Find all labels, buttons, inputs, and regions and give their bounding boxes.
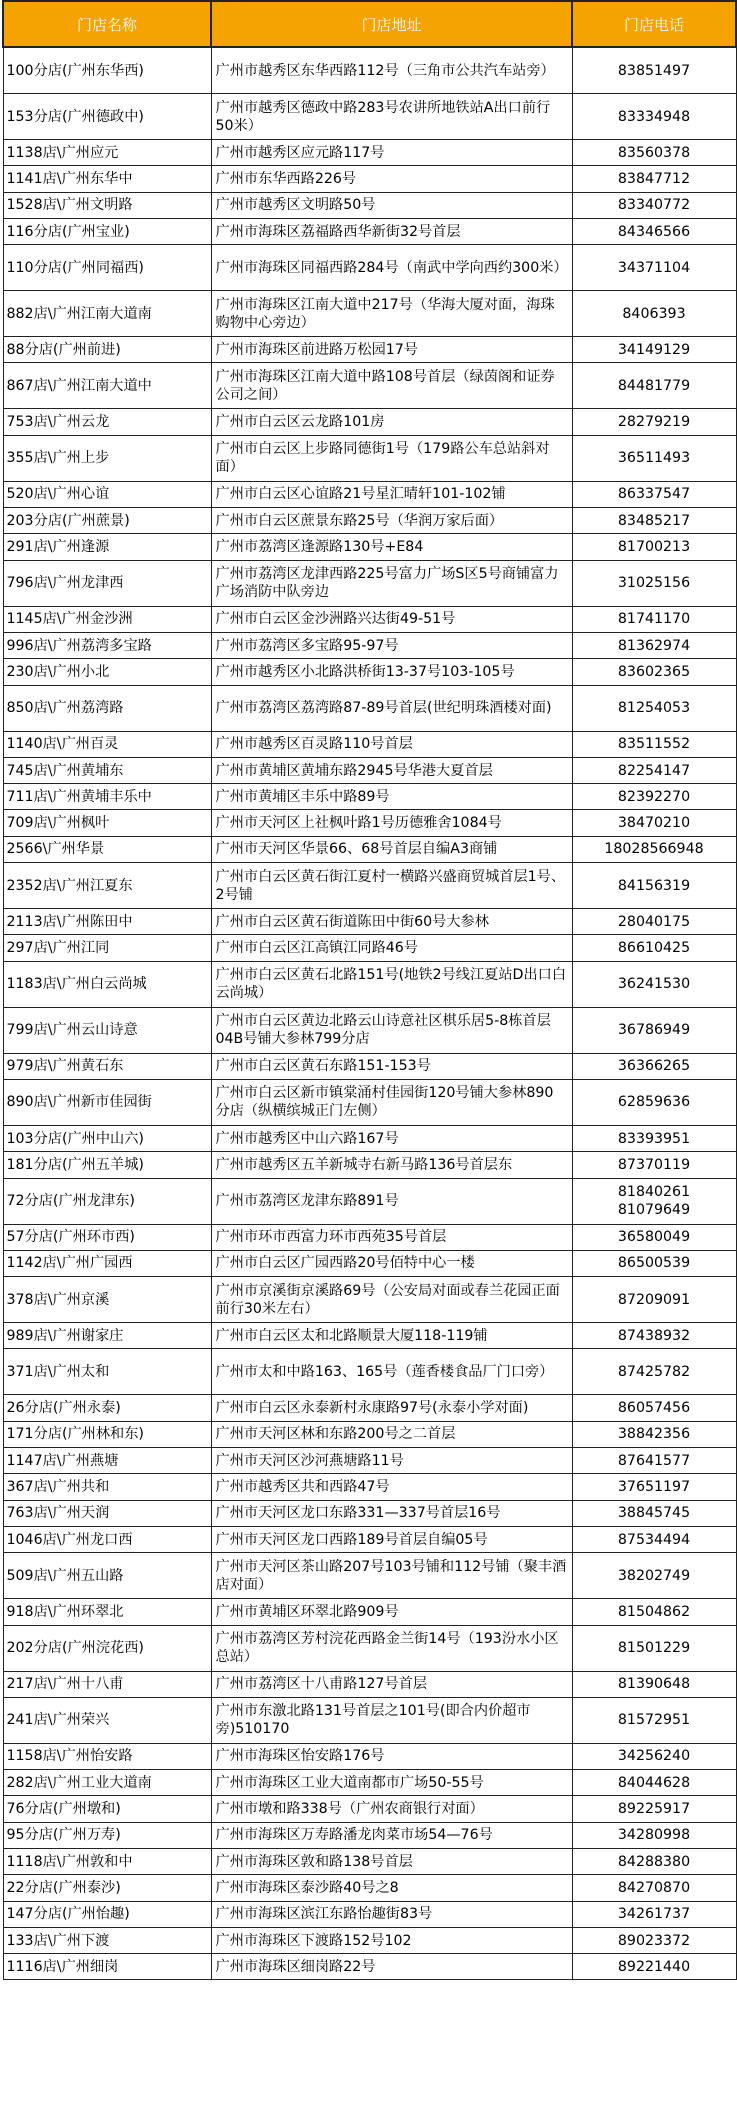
store-address-cell: 广州市海珠区前进路万松园17号 (211, 337, 572, 363)
store-name-cell: 355店\广州上步 (3, 435, 211, 481)
store-phone-cell: 28040175 (572, 909, 736, 935)
store-phone-cell: 89225917 (572, 1796, 736, 1822)
store-address-cell: 广州市越秀区百灵路110号首层 (211, 731, 572, 757)
table-row (3, 1323, 736, 1349)
store-address-cell: 广州市荔湾区芳村浣花西路金兰街14号（193汾水小区总站） (211, 1625, 572, 1671)
store-address-cell: 广州市黄埔区环翠北路909号 (211, 1599, 572, 1625)
table-row (3, 1770, 736, 1796)
store-phone-cell: 36366265 (572, 1053, 736, 1079)
table-row (3, 1954, 736, 1980)
store-name-cell: 57分店(广州环市西) (3, 1224, 211, 1250)
store-address-cell: 广州市荔湾区龙津东路891号 (211, 1178, 572, 1224)
store-phone-cell: 84156319 (572, 863, 736, 909)
store-address-cell: 广州市海珠区敦和路138号首层 (211, 1848, 572, 1874)
store-name-cell: 116分店(广州宝业) (3, 218, 211, 244)
store-name-cell: 763店\广州天润 (3, 1500, 211, 1526)
store-name-cell: 996店\广州荔湾多宝路 (3, 632, 211, 658)
store-phone-cell: 81362974 (572, 632, 736, 658)
table-row (3, 1474, 736, 1500)
store-phone-cell: 81572951 (572, 1697, 736, 1743)
store-address-cell: 广州市天河区龙口西路189号首层自编05号 (211, 1526, 572, 1552)
table-row (3, 731, 736, 757)
store-phone-cell: 83340772 (572, 192, 736, 218)
store-phone-cell: 83511552 (572, 731, 736, 757)
store-address-cell: 广州市越秀区东华西路112号（三角市公共汽车站旁） (211, 47, 572, 94)
store-name-cell: 241店\广州荣兴 (3, 1697, 211, 1743)
store-phone-cell: 83602365 (572, 659, 736, 685)
store-phone-cell: 37651197 (572, 1474, 736, 1500)
table-row (3, 140, 736, 166)
table-row (3, 337, 736, 363)
store-phone-cell: 83847712 (572, 166, 736, 192)
store-address-cell: 广州市天河区龙口东路331—337号首层16号 (211, 1500, 572, 1526)
store-phone-cell: 38470210 (572, 810, 736, 836)
store-address-cell: 广州市白云区太和北路顺景大厦118-119铺 (211, 1323, 572, 1349)
table-row (3, 218, 736, 244)
store-table (2, 0, 737, 1980)
store-phone-cell: 89023372 (572, 1927, 736, 1953)
store-phone-cell: 87425782 (572, 1349, 736, 1395)
table-row (3, 1901, 736, 1927)
store-name-cell: 203分店(广州蔗景) (3, 508, 211, 534)
store-name-cell: 1145店\广州金沙洲 (3, 606, 211, 632)
table-row (3, 166, 736, 192)
store-name-cell: 709店\广州枫叶 (3, 810, 211, 836)
table-body (3, 47, 736, 1980)
table-row (3, 1277, 736, 1323)
table-row (3, 94, 736, 140)
store-phone-cell: 84481779 (572, 363, 736, 409)
store-address-cell: 广州市海珠区滨江东路怡趣街83号 (211, 1901, 572, 1927)
table-row (3, 1125, 736, 1151)
table-row (3, 1743, 736, 1769)
store-address-cell: 广州市海珠区江南大道中217号（华海大厦对面，海珠购物中心旁边） (211, 291, 572, 337)
table-row (3, 836, 736, 862)
store-phone-cell: 81741170 (572, 606, 736, 632)
table-row (3, 935, 736, 961)
store-name-cell: 796店\广州龙津西 (3, 560, 211, 606)
table-row (3, 1526, 736, 1552)
store-phone-cell: 83393951 (572, 1125, 736, 1151)
store-name-cell: 202分店(广州浣花西) (3, 1625, 211, 1671)
store-name-cell: 799店\广州云山诗意 (3, 1007, 211, 1053)
store-name-cell: 2352店\广州江夏东 (3, 863, 211, 909)
table-row (3, 632, 736, 658)
table-row (3, 1349, 736, 1395)
store-name-cell: 282店\广州工业大道南 (3, 1770, 211, 1796)
store-name-cell: 291店\广州逢源 (3, 534, 211, 560)
store-name-cell: 230店\广州小北 (3, 659, 211, 685)
store-name-cell: 1142店\广州广园西 (3, 1250, 211, 1276)
store-address-cell: 广州市荔湾区多宝路95-97号 (211, 632, 572, 658)
store-address-cell: 广州市白云区黄石街道陈田中街60号大参林 (211, 909, 572, 935)
store-name-cell: 1183店\广州白云尚城 (3, 961, 211, 1007)
table-row (3, 1625, 736, 1671)
store-phone-cell: 36241530 (572, 961, 736, 1007)
store-phone-cell: 31025156 (572, 560, 736, 606)
store-phone-cell: 38845745 (572, 1500, 736, 1526)
table-row (3, 363, 736, 409)
store-address-cell: 广州市海珠区万寿路潘龙肉菜市场54—76号 (211, 1822, 572, 1848)
table-row (3, 192, 736, 218)
store-name-cell: 133店\广州下渡 (3, 1927, 211, 1953)
store-address-cell: 广州市墩和路338号（广州农商银行对面） (211, 1796, 572, 1822)
store-phone-cell: 82392270 (572, 784, 736, 810)
store-phone-cell: 86500539 (572, 1250, 736, 1276)
store-address-cell: 广州市天河区沙河燕塘路11号 (211, 1448, 572, 1474)
store-address-cell: 广州市越秀区应元路117号 (211, 140, 572, 166)
store-phone-cell: 81390648 (572, 1671, 736, 1697)
table-row (3, 560, 736, 606)
store-address-cell: 广州市海珠区细岗路22号 (211, 1954, 572, 1980)
store-name-cell: 918店\广州环翠北 (3, 1599, 211, 1625)
store-phone-cell: 38842356 (572, 1421, 736, 1447)
header-store-phone: 门店电话 (572, 1, 736, 47)
store-address-cell: 广州市白云区蔗景东路25号（华润万家后面） (211, 508, 572, 534)
table-row (3, 1822, 736, 1848)
store-phone-cell: 84288380 (572, 1848, 736, 1874)
table-row (3, 685, 736, 731)
store-phone-cell: 38202749 (572, 1553, 736, 1599)
store-address-cell: 广州市越秀区小北路洪桥街13-37号103-105号 (211, 659, 572, 685)
store-phone-cell: 89221440 (572, 1954, 736, 1980)
store-name-cell: 100分店(广州东华西) (3, 47, 211, 94)
store-name-cell: 882店\广州江南大道南 (3, 291, 211, 337)
table-row (3, 909, 736, 935)
store-name-cell: 745店\广州黄埔东 (3, 757, 211, 783)
store-name-cell: 76分店(广州墩和) (3, 1796, 211, 1822)
store-address-cell: 广州市荔湾区十八甫路127号首层 (211, 1671, 572, 1697)
store-name-cell: 1140店\广州百灵 (3, 731, 211, 757)
store-address-cell: 广州市白云区黄石街江夏村一横路兴盛商贸城首层1号、2号铺 (211, 863, 572, 909)
store-address-cell: 广州市白云区新市镇棠涌村佳园街120号铺大参林890分店（纵横缤城正门左侧） (211, 1079, 572, 1125)
store-phone-cell: 36580049 (572, 1224, 736, 1250)
store-phone-cell: 81501229 (572, 1625, 736, 1671)
store-address-cell: 广州市白云区江高镇江同路46号 (211, 935, 572, 961)
store-address-cell: 广州市白云区云龙路101房 (211, 409, 572, 435)
store-name-cell: 989店\广州谢家庄 (3, 1323, 211, 1349)
store-name-cell: 1116店\广州细岗 (3, 1954, 211, 1980)
store-phone-cell: 34256240 (572, 1743, 736, 1769)
store-name-cell: 753店\广州云龙 (3, 409, 211, 435)
table-row (3, 1500, 736, 1526)
store-phone-cell: 84270870 (572, 1875, 736, 1901)
store-address-cell: 广州市白云区广园西路20号佰特中心一楼 (211, 1250, 572, 1276)
table-row (3, 1421, 736, 1447)
store-phone-cell: 86057456 (572, 1395, 736, 1421)
store-address-cell: 广州市海珠区下渡路152号102 (211, 1927, 572, 1953)
store-phone-cell: 83485217 (572, 508, 736, 534)
store-name-cell: 1046店\广州龙口西 (3, 1526, 211, 1552)
store-phone-cell: 83334948 (572, 94, 736, 140)
store-phone-cell: 34261737 (572, 1901, 736, 1927)
store-name-cell: 1138店\广州应元 (3, 140, 211, 166)
store-address-cell: 广州市白云区黄石北路151号(地铁2号线江夏站D出口白云尚城） (211, 961, 572, 1007)
store-phone-cell: 86337547 (572, 481, 736, 507)
store-phone-cell: 86610425 (572, 935, 736, 961)
store-name-cell: 88分店(广州前进) (3, 337, 211, 363)
store-address-cell: 广州市京溪街京溪路69号（公安局对面或春兰花园正面前行30米左右） (211, 1277, 572, 1323)
store-address-cell: 广州市白云区黄石东路151-153号 (211, 1053, 572, 1079)
table-row (3, 1875, 736, 1901)
store-name-cell: 26分店(广州永泰) (3, 1395, 211, 1421)
table-row (3, 784, 736, 810)
store-phone-cell: 87641577 (572, 1448, 736, 1474)
store-name-cell: 1118店\广州敦和中 (3, 1848, 211, 1874)
store-phone-cell: 36511493 (572, 435, 736, 481)
store-name-cell: 371店\广州太和 (3, 1349, 211, 1395)
store-address-cell: 广州市海珠区江南大道中路108号首层（绿茵阁和证券公司之间） (211, 363, 572, 409)
store-name-cell: 378店\广州京溪 (3, 1277, 211, 1323)
store-address-cell: 广州市天河区林和东路200号之二首层 (211, 1421, 572, 1447)
store-name-cell: 520店\广州心谊 (3, 481, 211, 507)
store-name-cell: 1141店\广州东华中 (3, 166, 211, 192)
store-address-cell: 广州市环市西富力环市西苑35号首层 (211, 1224, 572, 1250)
store-address-cell: 广州市白云区永泰新村永康路97号(永泰小学对面) (211, 1395, 572, 1421)
store-phone-cell: 87209091 (572, 1277, 736, 1323)
table-row (3, 1671, 736, 1697)
store-name-cell: 850店\广州荔湾路 (3, 685, 211, 731)
store-name-cell: 217店\广州十八甫 (3, 1671, 211, 1697)
table-row (3, 1007, 736, 1053)
table-row (3, 508, 736, 534)
table-row (3, 1796, 736, 1822)
store-address-cell: 广州市天河区茶山路207号103号铺和112号铺（聚丰酒店对面） (211, 1553, 572, 1599)
table-row (3, 435, 736, 481)
store-name-cell: 1147店\广州燕塘 (3, 1448, 211, 1474)
store-name-cell: 867店\广州江南大道中 (3, 363, 211, 409)
store-phone-cell: 87370119 (572, 1152, 736, 1178)
store-phone-cell: 84346566 (572, 218, 736, 244)
table-row (3, 863, 736, 909)
store-name-cell: 1158店\广州怡安路 (3, 1743, 211, 1769)
table-row (3, 659, 736, 685)
store-phone-cell: 18028566948 (572, 836, 736, 862)
store-phone-cell: 81840261 81079649 (572, 1178, 736, 1224)
store-name-cell: 1528店\广州文明路 (3, 192, 211, 218)
store-phone-cell: 87438932 (572, 1323, 736, 1349)
store-address-cell: 广州市海珠区怡安路176号 (211, 1743, 572, 1769)
store-phone-cell: 87534494 (572, 1526, 736, 1552)
store-address-cell: 广州市越秀区中山六路167号 (211, 1125, 572, 1151)
table-row (3, 961, 736, 1007)
store-phone-cell: 36786949 (572, 1007, 736, 1053)
table-row (3, 1448, 736, 1474)
store-phone-cell: 81504862 (572, 1599, 736, 1625)
store-address-cell: 广州市白云区黄边北路云山诗意社区棋乐居5-8栋首层04B号铺大参林799分店 (211, 1007, 572, 1053)
store-address-cell: 广州市白云区心谊路21号星汇晴轩101-102铺 (211, 481, 572, 507)
table-row (3, 481, 736, 507)
store-phone-cell: 81254053 (572, 685, 736, 731)
store-phone-cell: 62859636 (572, 1079, 736, 1125)
store-name-cell: 103分店(广州中山六) (3, 1125, 211, 1151)
store-address-cell: 广州市荔湾区荔湾路87-89号首层(世纪明珠酒楼对面) (211, 685, 572, 731)
table-row (3, 810, 736, 836)
store-name-cell: 72分店(广州龙津东) (3, 1178, 211, 1224)
store-address-cell: 广州市海珠区泰沙路40号之8 (211, 1875, 572, 1901)
table-row (3, 1224, 736, 1250)
store-address-cell: 广州市荔湾区龙津西路225号富力广场S区5号商铺富力广场消防中队旁边 (211, 560, 572, 606)
table-row (3, 1553, 736, 1599)
store-address-cell: 广州市天河区上社枫叶路1号历德雅舍1084号 (211, 810, 572, 836)
store-address-cell: 广州市海珠区工业大道南都市广场50-55号 (211, 1770, 572, 1796)
store-address-cell: 广州市海珠区同福西路284号（南武中学向西约300米） (211, 245, 572, 291)
store-phone-cell: 8406393 (572, 291, 736, 337)
store-phone-cell: 82254147 (572, 757, 736, 783)
store-address-cell: 广州市越秀区五羊新城寺右新马路136号首层东 (211, 1152, 572, 1178)
store-phone-cell: 34371104 (572, 245, 736, 291)
store-name-cell: 890店\广州新市佳园街 (3, 1079, 211, 1125)
store-name-cell: 22分店(广州泰沙) (3, 1875, 211, 1901)
store-address-cell: 广州市东华西路226号 (211, 166, 572, 192)
table-row (3, 1178, 736, 1224)
table-row (3, 1152, 736, 1178)
store-name-cell: 367店\广州共和 (3, 1474, 211, 1500)
store-phone-cell: 83851497 (572, 47, 736, 94)
table-row (3, 409, 736, 435)
table-row (3, 291, 736, 337)
header-store-name: 门店名称 (3, 1, 211, 47)
table-row (3, 1848, 736, 1874)
store-address-cell: 广州市海珠区荔福路西华新街32号首层 (211, 218, 572, 244)
store-phone-cell: 34149129 (572, 337, 736, 363)
store-phone-cell: 83560378 (572, 140, 736, 166)
store-name-cell: 95分店(广州万寿) (3, 1822, 211, 1848)
table-row (3, 757, 736, 783)
store-address-cell: 广州市黄埔区黄埔东路2945号华港大夏首层 (211, 757, 572, 783)
store-address-cell: 广州市越秀区文明路50号 (211, 192, 572, 218)
store-name-cell: 171分店(广州林和东) (3, 1421, 211, 1447)
store-name-cell: 979店\广州黄石东 (3, 1053, 211, 1079)
table-row (3, 1697, 736, 1743)
header-store-address: 门店地址 (211, 1, 572, 47)
table-row (3, 1599, 736, 1625)
table-row (3, 47, 736, 94)
table-row (3, 1053, 736, 1079)
table-row (3, 606, 736, 632)
store-address-cell: 广州市太和中路163、165号（莲香楼食品厂门口旁） (211, 1349, 572, 1395)
table-row (3, 534, 736, 560)
store-phone-cell: 28279219 (572, 409, 736, 435)
store-address-cell: 广州市白云区上步路同德街1号（179路公车总站斜对面） (211, 435, 572, 481)
store-address-cell: 广州市东激北路131号首层之101号(即合内价超市旁)510170 (211, 1697, 572, 1743)
store-address-cell: 广州市白云区金沙洲路兴达街49-51号 (211, 606, 572, 632)
table-row (3, 1395, 736, 1421)
store-name-cell: 110分店(广州同福西) (3, 245, 211, 291)
store-phone-cell: 81700213 (572, 534, 736, 560)
store-name-cell: 147分店(广州怡趣) (3, 1901, 211, 1927)
store-address-cell: 广州市天河区华景66、68号首层自编A3商铺 (211, 836, 572, 862)
store-name-cell: 2113店\广州陈田中 (3, 909, 211, 935)
store-name-cell: 509店\广州五山路 (3, 1553, 211, 1599)
store-phone-cell: 34280998 (572, 1822, 736, 1848)
store-address-cell: 广州市荔湾区逢源路130号+E84 (211, 534, 572, 560)
store-name-cell: 297店\广州江同 (3, 935, 211, 961)
store-name-cell: 153分店(广州德政中) (3, 94, 211, 140)
store-phone-cell: 84044628 (572, 1770, 736, 1796)
store-name-cell: 711店\广州黄埔丰乐中 (3, 784, 211, 810)
table-row (3, 1079, 736, 1125)
table-header-row (3, 1, 736, 47)
store-name-cell: 181分店(广州五羊城) (3, 1152, 211, 1178)
table-row (3, 1927, 736, 1953)
store-address-cell: 广州市黄埔区丰乐中路89号 (211, 784, 572, 810)
store-name-cell: 2566\广州华景 (3, 836, 211, 862)
table-row (3, 245, 736, 291)
table-row (3, 1250, 736, 1276)
store-address-cell: 广州市越秀区共和西路47号 (211, 1474, 572, 1500)
store-address-cell: 广州市越秀区德政中路283号农讲所地铁站A出口前行50米） (211, 94, 572, 140)
